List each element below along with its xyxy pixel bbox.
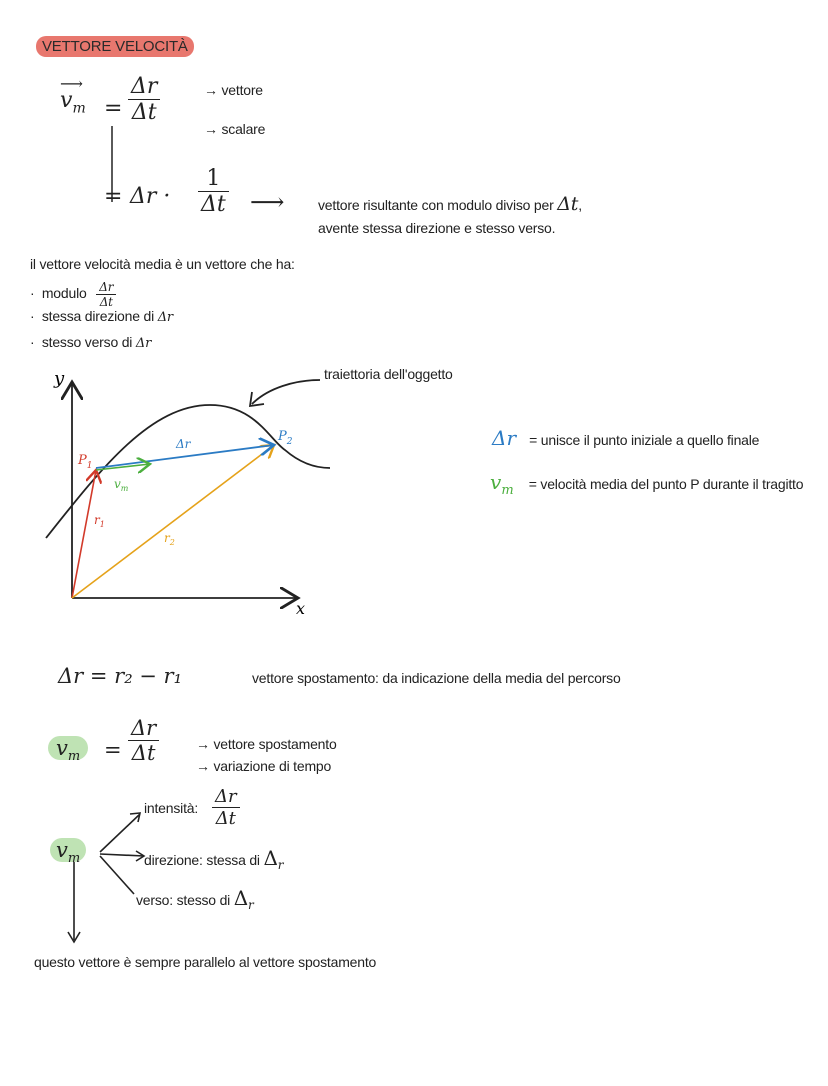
- fraction2-numerator: 1: [206, 166, 221, 191]
- arrow-tempo: → variazione di tempo: [196, 758, 332, 774]
- displacement-formula: Δr = r₂ − r₁: [58, 664, 183, 688]
- second-expression: Δr ·: [130, 184, 171, 209]
- bullet-modulo: · modulo $\frac{\Delta r}{\Delta t}$: [30, 280, 116, 309]
- trajectory-label: traiettoria dell'oggetto: [324, 366, 453, 382]
- fraction-numerator: Δr: [131, 74, 158, 99]
- formula2-fraction: $\frac{\Delta r}{\Delta t}$: [128, 716, 159, 765]
- arrow-scalare: → scalare: [204, 121, 266, 137]
- fraction2-denominator: Δt: [201, 192, 226, 217]
- explanation-line-2: avente stessa direzione e stesso verso.: [318, 220, 556, 236]
- branch-intensity-fraction: $\frac{\Delta r}{\Delta t}$: [212, 786, 240, 829]
- explanation-line-1: vettore risultante con modulo diviso per Δt,: [318, 193, 582, 215]
- p1-label: $P_1$: [78, 453, 93, 471]
- r2-label: $r_2$: [164, 531, 175, 547]
- second-equals: =: [104, 184, 123, 209]
- branch-arrows: [60, 800, 150, 950]
- trajectory-diagram: [30, 360, 470, 620]
- vm-highlight: $v_m$: [48, 736, 88, 764]
- branch-intensity: intensità:: [144, 800, 199, 816]
- displacement-text: vettore spostamento: da indicazione della media del percorso: [252, 670, 621, 686]
- branch-direction: direzione: stessa di $\Delta_r$: [144, 846, 284, 872]
- legend-vm: $v_m$ = velocità media del punto P durante il tragitto: [490, 470, 804, 498]
- intro-text: il vettore velocità media è un vettore che ha:: [30, 256, 295, 272]
- p2-label: $P_2$: [278, 429, 293, 447]
- title-text: VETTORE VELOCITÀ: [36, 36, 194, 57]
- equals-sign: =: [104, 96, 123, 121]
- pointer-arrow: [252, 380, 320, 404]
- long-arrow-icon: ⟶: [250, 188, 285, 216]
- y-axis-label: y: [54, 368, 65, 389]
- formula-vm: [60, 74, 86, 117]
- legend-delta-r: Δr = unisce il punto iniziale a quello finale: [492, 426, 760, 450]
- vm-lhs: ⟶ $v_m$: [60, 74, 86, 117]
- formula2-equals: =: [104, 738, 122, 762]
- fraction-one-dt: [198, 166, 229, 217]
- arrow-spostamento: → vettore spostamento: [196, 736, 337, 752]
- r1-vector: [72, 470, 96, 598]
- fraction-dr-dt: [128, 74, 160, 125]
- arrow-vettore: → vettore: [204, 82, 263, 98]
- branch-root: $v_m$: [50, 838, 86, 866]
- r1-label: $r_1$: [94, 513, 105, 529]
- delta-r-label: Δr: [176, 437, 191, 451]
- page-title: [36, 36, 194, 55]
- bullet-direzione: · stessa direzione di Δr: [30, 308, 173, 325]
- trajectory-curve: [46, 405, 330, 538]
- x-axis-label: x: [296, 599, 306, 618]
- bullet-verso: · stesso verso di Δr: [30, 334, 152, 351]
- fraction-denominator: Δt: [131, 100, 157, 125]
- vm-label: $v_m$: [114, 477, 129, 493]
- vector-arrow-icon: ⟶: [60, 74, 83, 93]
- branch-verse: verso: stesso di $\Delta_r$: [136, 886, 254, 912]
- conclusion-text: questo vettore è sempre parallelo al vettore spostamento: [34, 954, 377, 970]
